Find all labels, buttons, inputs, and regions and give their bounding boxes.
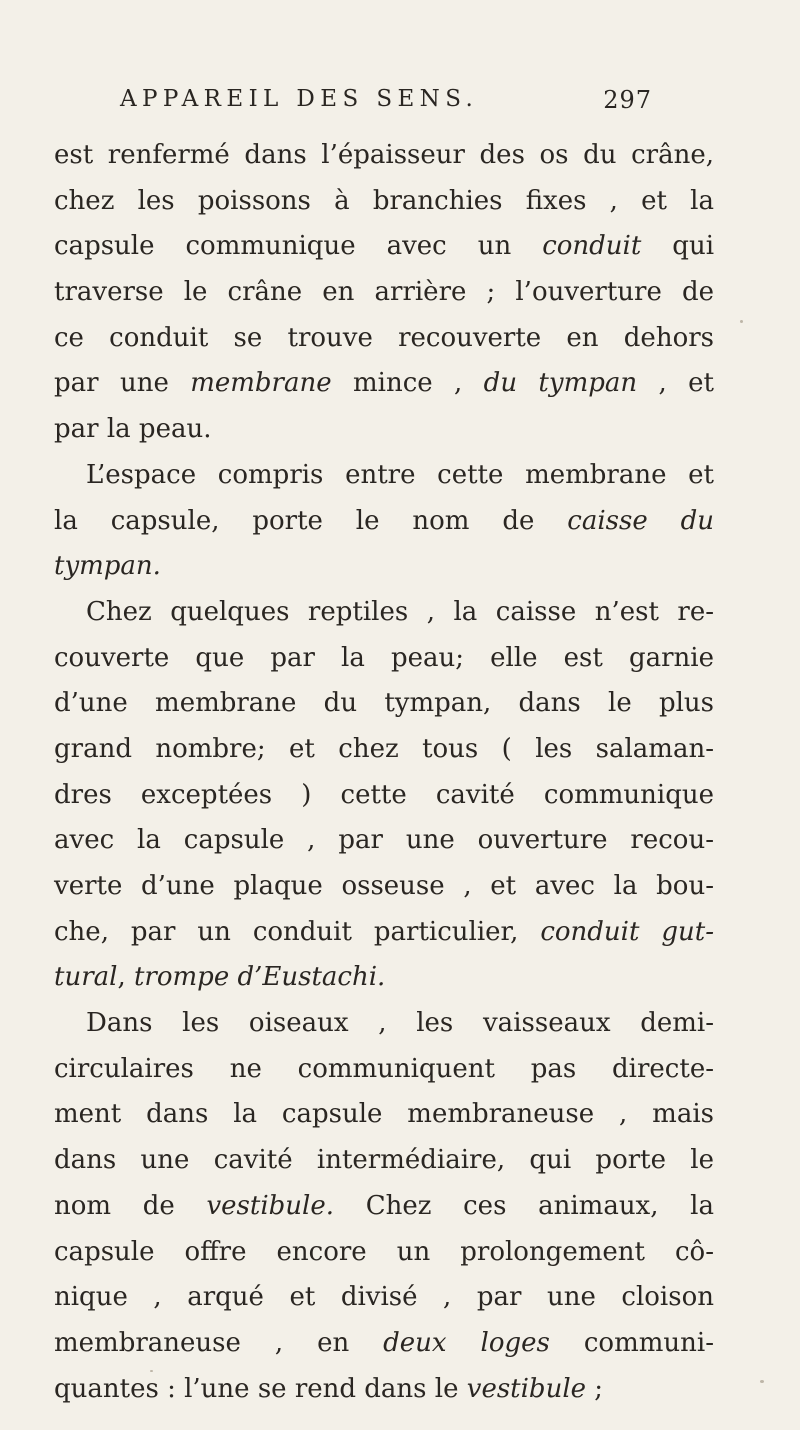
text-segment: couverte que par la peau; elle est garnie (54, 642, 714, 673)
italic-term: conduit (542, 231, 642, 262)
text-segment: chez les poissons à branchies fixes , et la (54, 185, 714, 216)
text-segment: nique , arqué et divisé , par une cloison (54, 1282, 714, 1313)
italic-term: tympan. (54, 551, 161, 582)
text-segment: circulaires ne communiquent pas directe- (54, 1053, 714, 1084)
text-segment: dres exceptées ) cette cavité communique (54, 779, 714, 810)
text-segment: Chez quelques reptiles , la caisse n’est re- (86, 596, 714, 627)
text-line (54, 1138, 714, 1184)
text-line (54, 773, 714, 819)
text-line (54, 316, 714, 362)
text-segment: capsule communique avec un (54, 231, 543, 262)
text-line (54, 544, 714, 590)
text-segment: avec la capsule , par une ouverture recou- (54, 825, 714, 856)
text-segment: communi- (549, 1327, 714, 1358)
text-line (54, 910, 714, 956)
italic-term: vestibule (466, 1373, 587, 1404)
italic-term: membrane (190, 368, 332, 399)
text-segment: quantes : l’une se rend dans le (54, 1373, 467, 1404)
text-line (54, 681, 714, 727)
text-segment: ce conduit se trouve recouverte en dehors (54, 322, 714, 353)
text-line (54, 270, 714, 316)
text-segment: che, par un conduit particulier, (54, 916, 541, 947)
text-line (54, 1230, 714, 1276)
page-number: 297 (603, 86, 652, 114)
text-segment: qui (641, 231, 715, 262)
text-line (54, 407, 714, 453)
text-line (54, 361, 714, 407)
italic-term: vestibule. (206, 1190, 335, 1221)
text-segment: ; (586, 1373, 604, 1404)
text-line (54, 1092, 714, 1138)
text-segment: Chez ces animaux, la (334, 1190, 714, 1221)
paper-speck (740, 320, 743, 323)
text-line (54, 636, 714, 682)
text-segment: la capsule, porte le nom de (54, 505, 568, 536)
text-segment: mince , (331, 368, 484, 399)
text-line (54, 1001, 714, 1047)
text-line (54, 1184, 714, 1230)
text-segment: grand nombre; et chez tous ( les salaman- (54, 733, 714, 764)
body-text (54, 133, 714, 1412)
text-segment: verte d’une plaque osseuse , et avec la bou- (54, 871, 714, 901)
italic-term: deux loges (383, 1327, 550, 1358)
text-line (54, 133, 714, 179)
text-segment: traverse le crâne en arrière ; l’ouverture de (54, 277, 714, 308)
text-line (54, 1321, 714, 1367)
text-line (54, 224, 714, 270)
text-line (54, 453, 714, 499)
text-line (54, 955, 714, 1001)
text-line (54, 1367, 714, 1413)
text-segment: , et (637, 368, 714, 399)
text-line (54, 864, 714, 910)
text-segment: Dans les oiseaux , les vaisseaux demi- (86, 1008, 714, 1039)
text-line (54, 1275, 714, 1321)
text-line (54, 499, 714, 545)
text-segment: capsule offre encore un prolongement cô- (54, 1236, 714, 1267)
text-segment: dans une cavité intermédiaire, qui porte le (54, 1145, 714, 1176)
text-line (54, 179, 714, 225)
italic-term: caisse du (567, 505, 714, 536)
running-title: APPAREIL DES SENS. (120, 86, 479, 112)
text-line (54, 590, 714, 636)
text-segment: membraneuse , en (54, 1327, 384, 1358)
italic-term: du tympan (483, 368, 638, 399)
text-segment: par la peau. (54, 414, 212, 445)
text-segment: nom de (54, 1190, 207, 1221)
paper-speck (150, 1370, 153, 1372)
italic-term: trompe d’Eustachi. (133, 962, 386, 993)
italic-term: tural (54, 962, 118, 993)
paper-speck (760, 1380, 764, 1383)
text-line (54, 727, 714, 773)
text-segment: est renfermé dans l’épaisseur des os du crâne, (54, 140, 714, 170)
italic-term: conduit gut- (540, 916, 714, 947)
text-segment: d’une membrane du tympan, dans le plus (54, 688, 714, 719)
running-head (120, 86, 652, 126)
text-line (54, 1047, 714, 1093)
text-segment: par une (54, 368, 191, 399)
text-segment: , (117, 962, 134, 993)
text-line (54, 818, 714, 864)
text-segment: ment dans la capsule membraneuse , mais (54, 1099, 714, 1130)
text-segment: L’espace compris entre cette membrane et (86, 459, 714, 490)
